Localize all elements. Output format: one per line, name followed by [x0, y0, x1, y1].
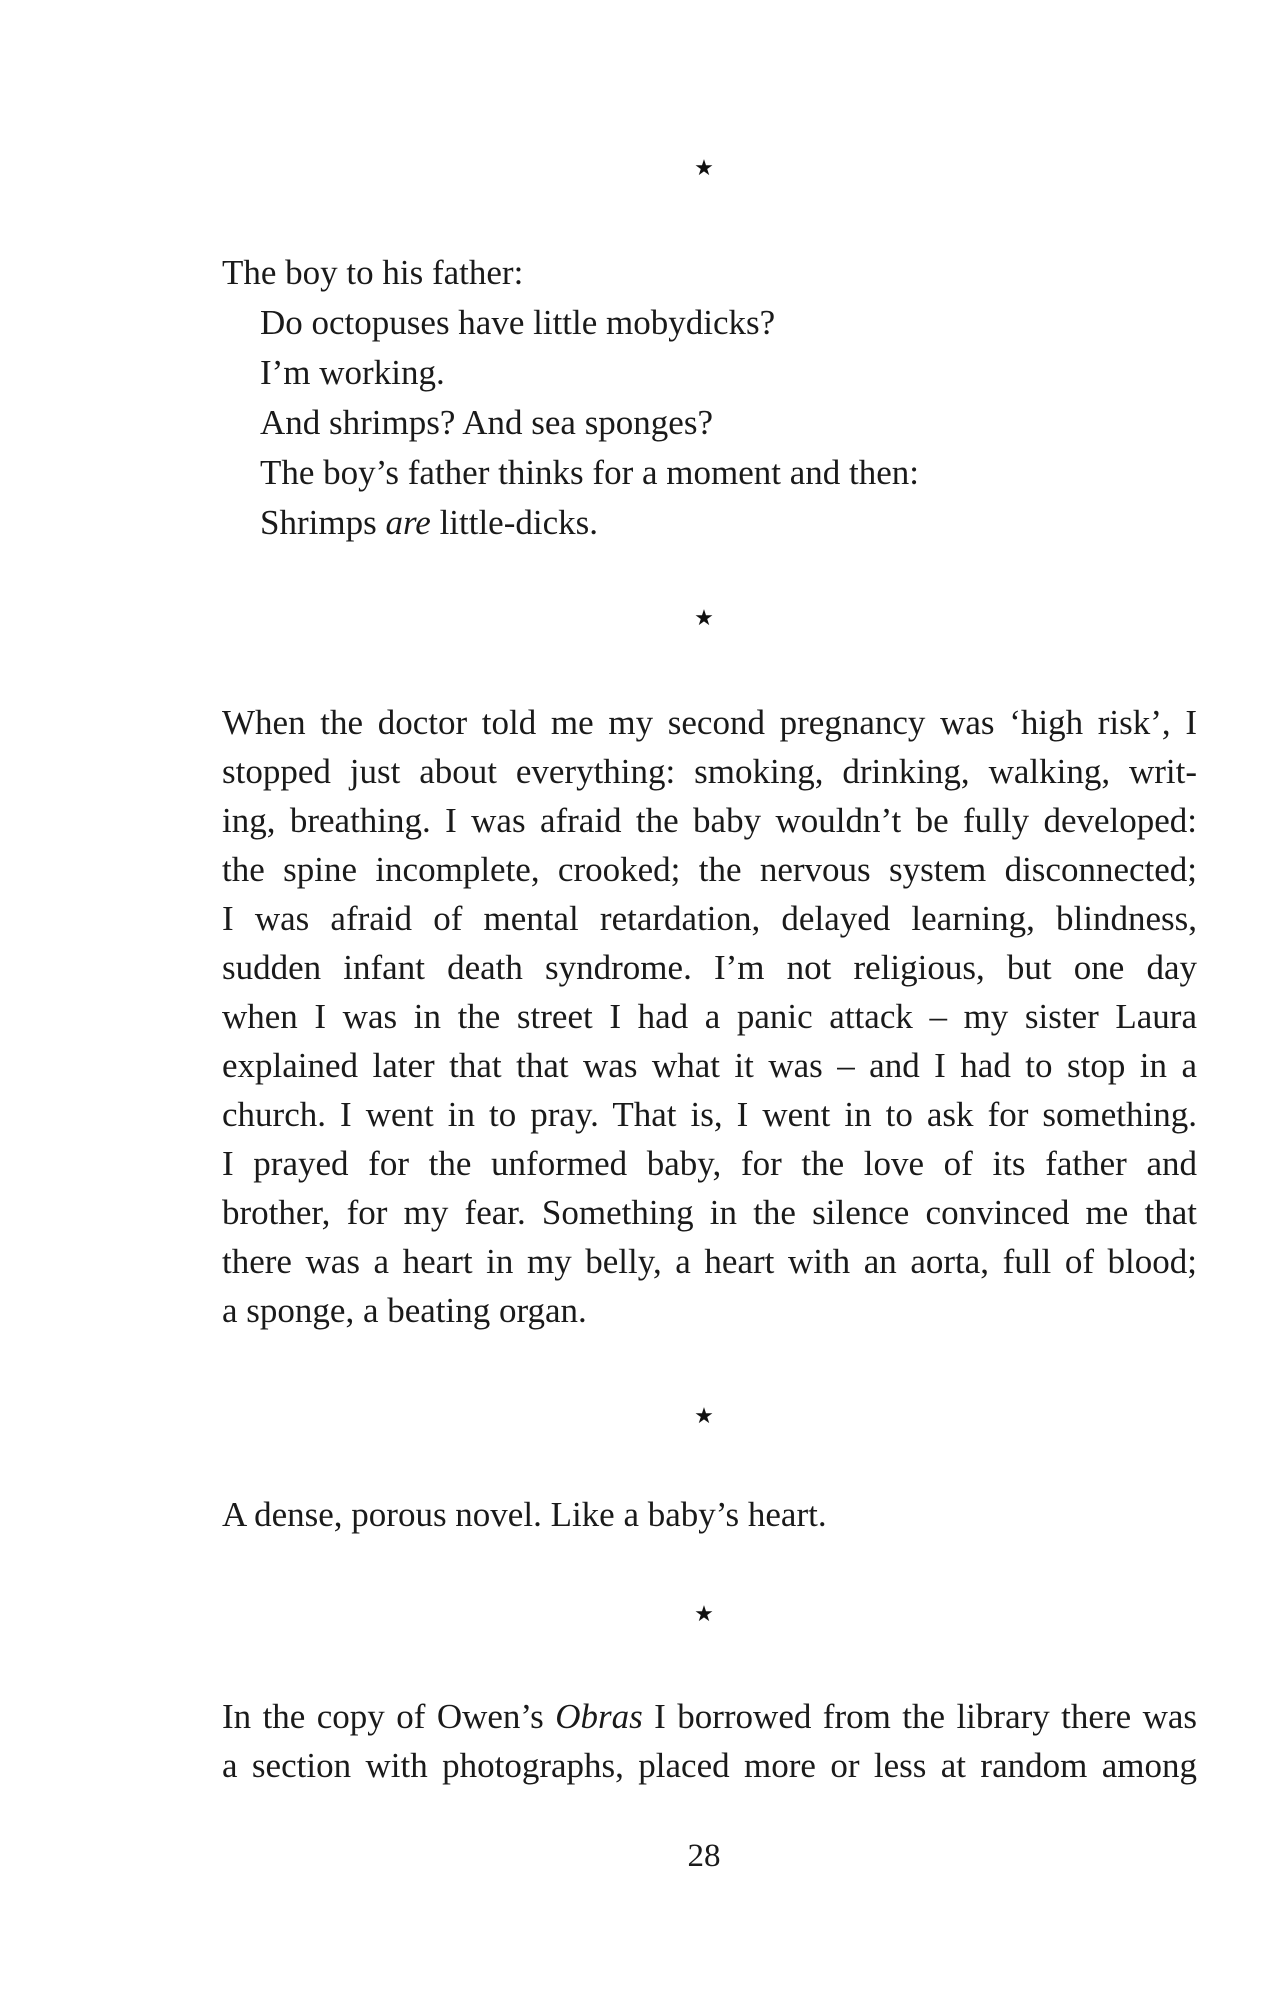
dialogue-last-after: little-dicks. — [430, 503, 599, 542]
paragraph-owen-line — [222, 1692, 1197, 1742]
paragraph-line: I was afraid of mental retardation, delayed learning, blindness, — [222, 899, 1197, 938]
dialogue-last-before: Shrimps — [260, 503, 386, 542]
section-separator: ★ — [694, 606, 714, 631]
paragraph-line: brother, for my fear. Something in the silence convinced me that — [222, 1193, 1197, 1232]
paragraph-line: a sponge, a beating organ. — [222, 1291, 587, 1330]
paragraph-line: When the doctor told me my second pregnancy was ‘high risk’, I — [222, 703, 1197, 742]
paragraph-line: explained later that that was what it was – and I had to stop in a — [222, 1046, 1197, 1085]
paragraph-novel: A dense, porous novel. Like a baby’s heart. — [222, 1495, 827, 1534]
paragraph-line: there was a heart in my belly, a heart with an aorta, full of blood; — [222, 1242, 1197, 1281]
dialogue-line: The boy’s father thinks for a moment and then: — [260, 453, 920, 492]
paragraph-line: stopped just about everything: smoking, drinking, walking, writ- — [222, 752, 1197, 791]
dialogue-line: And shrimps? And sea sponges? — [260, 403, 714, 442]
paragraph-line: sudden infant death syndrome. I’m not religious, but one day — [222, 948, 1197, 987]
owen-after: I borrowed from the library there was — [642, 1697, 1197, 1736]
section-separator: ★ — [694, 1404, 714, 1429]
dialogue-line: I’m working. — [260, 353, 445, 392]
paragraph-line: I prayed for the unformed baby, for the love of its father and — [222, 1144, 1197, 1183]
paragraph-line: church. I went in to pray. That is, I went in to ask for something. — [222, 1095, 1197, 1134]
paragraph-line: when I was in the street I had a panic attack – my sister Laura — [222, 997, 1197, 1036]
section-separator: ★ — [694, 156, 714, 181]
owen-before: In the copy of Owen’s — [222, 1697, 556, 1736]
section-separator: ★ — [694, 1602, 714, 1627]
paragraph-line: ing, breathing. I was afraid the baby wouldn’t be fully developed: — [222, 801, 1197, 840]
page-number: 28 — [687, 1838, 721, 1874]
paragraph-line: the spine incomplete, crooked; the nervous system disconnected; — [222, 850, 1197, 889]
dialogue-intro: The boy to his father: — [222, 253, 524, 292]
owen-book-title: Obras — [555, 1697, 643, 1736]
paragraph-owen-line: a section with photographs, placed more or less at random among — [222, 1746, 1197, 1785]
dialogue-last-line — [260, 498, 598, 548]
dialogue-line: Do octopuses have little mobydicks? — [260, 303, 776, 342]
dialogue-last-emphasis: are — [385, 503, 431, 542]
